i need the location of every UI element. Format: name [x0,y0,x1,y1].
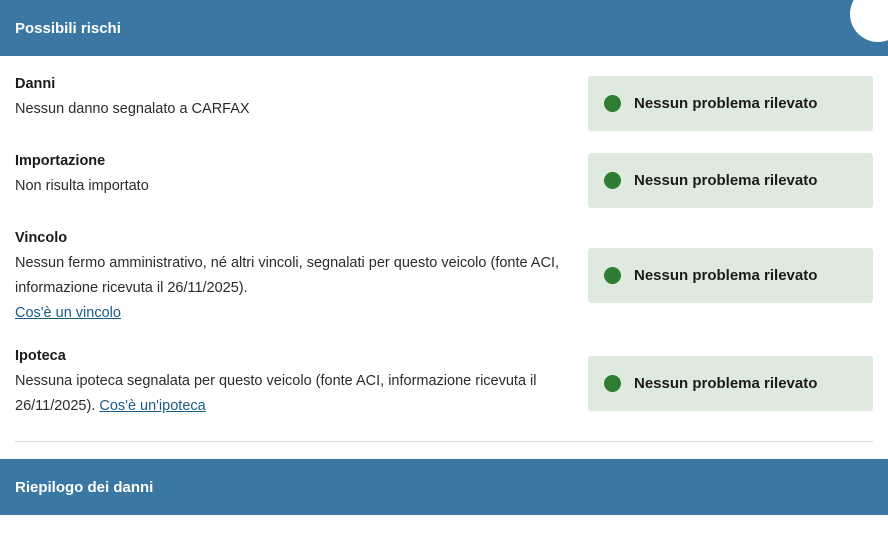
status-ok-icon [604,95,621,112]
risk-description-text: Nessun fermo amministrativo, né altri vincoli, segnalati per questo veicolo (fonte ACI, informazione ricevuta il 26/11/2025). [15,255,559,296]
status-badge [588,76,873,131]
risk-description-text: Nessuna ipoteca segnalata per questo veicolo (fonte ACI, informazione ricevuta il 26/11/2025). [15,373,537,414]
risk-row-danni [15,56,873,131]
status-ok-icon [604,172,621,189]
risk-description-text: Non risulta importato [15,178,149,194]
risk-list [0,56,888,442]
risk-title: Vincolo [15,230,68,246]
status-ok-icon [604,375,621,392]
risk-row-ipoteca [15,326,873,419]
status-label: Nessun problema rilevato [634,267,818,284]
risk-description [15,97,250,122]
status-label: Nessun problema rilevato [634,375,818,392]
risk-description [15,174,149,199]
status-ok-icon [604,267,621,284]
status-badge [588,153,873,208]
risk-title: Importazione [15,153,106,169]
summary-section-header [0,459,888,515]
link-cose-un-vincolo[interactable]: Cos'è un vincolo [15,305,121,321]
risk-row-importazione [15,131,873,208]
risk-text-importazione [15,151,161,199]
status-label: Nessun problema rilevato [634,95,818,112]
risk-title: Danni [15,76,56,92]
status-badge [588,356,873,411]
status-badge [588,248,873,303]
risks-section-title: Possibili rischi [15,19,121,37]
section-divider [15,441,873,442]
risk-description [15,369,563,419]
risk-description [15,251,563,326]
risk-text-vincolo [15,228,575,326]
risk-text-ipoteca [15,346,575,419]
risk-text-danni [15,74,262,122]
corner-decoration-icon [850,0,888,42]
risk-title: Ipoteca [15,348,66,364]
risk-description-text: Nessun danno segnalato a CARFAX [15,101,250,117]
risks-section-header [0,0,888,56]
risk-row-vincolo [15,208,873,326]
status-label: Nessun problema rilevato [634,172,818,189]
summary-section-title: Riepilogo dei danni [15,478,154,496]
link-cose-unipoteca[interactable]: Cos'è un'ipoteca [99,398,206,414]
